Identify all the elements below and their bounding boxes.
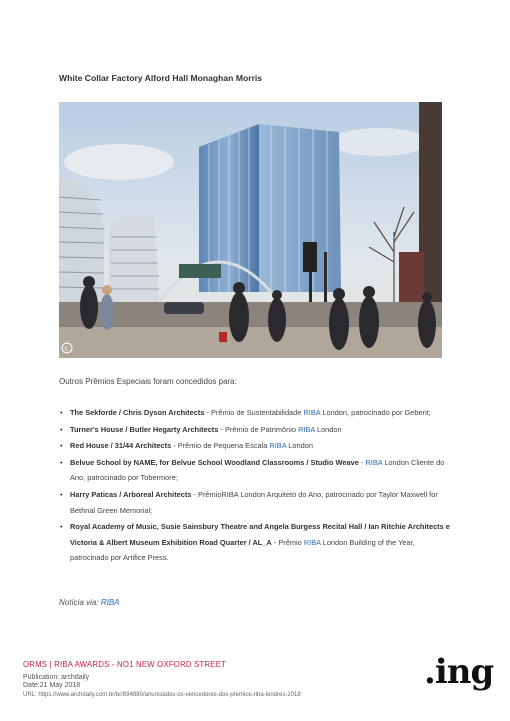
riba-link[interactable]: RIBA: [298, 424, 315, 434]
list-item: • Belvue School by NAME, for Belvue School Woodland Classrooms / Studio Weave - RIBA London Cliente do Ano, patrocinado por Tobermore;: [59, 455, 454, 486]
riba-link[interactable]: RIBA: [303, 537, 321, 547]
riba-link[interactable]: RIBA: [269, 441, 287, 451]
svg-text:c: c: [64, 345, 69, 353]
date-text: Date:21 May 2018: [23, 682, 81, 689]
footer-title: ORMS | RIBA AWARDS - NO1 NEW OXFORD STREET: [23, 660, 227, 669]
news-source: [59, 598, 119, 607]
ing-logo: .ing: [424, 652, 494, 692]
intro-text: Outros Prêmios Especiais foram concedidos para:: [59, 377, 237, 386]
riba-link[interactable]: RIBA: [303, 408, 321, 417]
awards-list: [59, 405, 454, 567]
list-item: • Red House / 31/44 Architects - Prêmio de Pequena Escala RIBA London: [59, 438, 454, 454]
photo-illustration: [59, 102, 442, 358]
list-item: • Turner's House / Butler Hegarty Architects - Prêmio de Patrimônio RIBA London: [59, 422, 454, 438]
list-item: • Harry Paticas / Arboreal Architects - PrêmioRIBA London Arquiteto do Ano, patrocinado por Taylor Maxwell for Bethnal Green Memorial;: [59, 487, 454, 518]
list-item: • The Sekforde / Chris Dyson Architects - Prêmio de Sustentabilidade RIBA London, patrocinado por Geberit;: [59, 405, 454, 421]
news-source-label: Notícia via:: [59, 598, 99, 607]
riba-link[interactable]: RIBA: [365, 457, 383, 467]
url-text: URL: https://www.archdaily.com.br/br/894880/anunciados-os-vencedores-dos-premios-riba-londres-2018: [23, 692, 301, 698]
list-item: • Royal Academy of Music, Susie Sainsbury Theatre and Angela Burgess Recital Hall / Ian Ritchie Architects e Victoria & Albert Museum Exhibition Road Quarter / AL_A - Prêmio RIBA London Building of the Year, patrocinado por Artifice Press.: [59, 519, 454, 566]
page-title: White Collar Factory Alford Hall Monaghan Morris: [59, 73, 263, 83]
news-source-link[interactable]: RIBA: [100, 598, 120, 607]
building-photo: [59, 102, 442, 358]
publication-text: Publication: archdaily: [23, 674, 90, 681]
